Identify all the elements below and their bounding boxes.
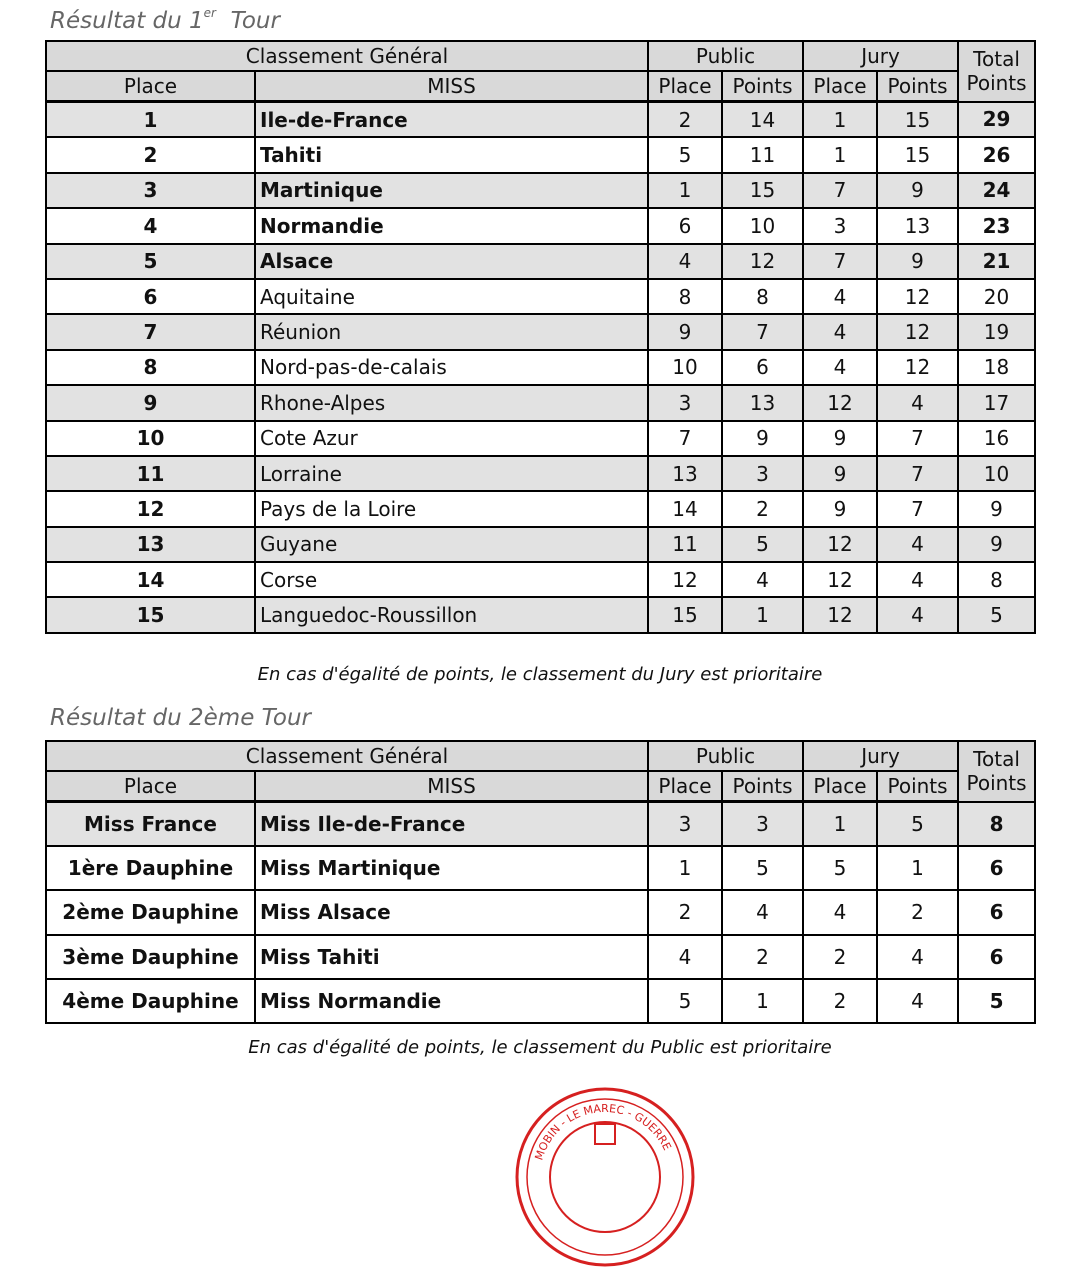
- header-public: Public: [648, 741, 803, 771]
- miss-name-cell: Rhone-Alpes: [255, 385, 648, 420]
- table-row: [46, 527, 1035, 562]
- place-cell: 1: [46, 102, 255, 138]
- miss-name-cell: Languedoc-Roussillon: [255, 597, 648, 632]
- public-place-cell: 3: [648, 385, 722, 420]
- public-place-cell: 7: [648, 421, 722, 456]
- miss-name-cell: Miss Martinique: [255, 846, 648, 890]
- header-place: Place: [46, 771, 255, 802]
- place-cell: Miss France: [46, 802, 255, 847]
- public-points-cell: 2: [722, 491, 803, 526]
- public-points-cell: 4: [722, 562, 803, 597]
- place-cell: 6: [46, 279, 255, 314]
- header-public-points: Points: [722, 771, 803, 802]
- public-points-cell: 4: [722, 890, 803, 934]
- total-points-cell: 9: [958, 491, 1035, 526]
- jury-place-cell: 1: [803, 102, 877, 138]
- public-place-cell: 4: [648, 244, 722, 279]
- place-cell: 10: [46, 421, 255, 456]
- public-points-cell: 1: [722, 979, 803, 1023]
- jury-points-cell: 15: [877, 102, 958, 138]
- jury-points-cell: 9: [877, 173, 958, 208]
- jury-points-cell: 4: [877, 935, 958, 979]
- jury-points-cell: 4: [877, 979, 958, 1023]
- table-row: [46, 979, 1035, 1023]
- public-points-cell: 13: [722, 385, 803, 420]
- place-cell: 13: [46, 527, 255, 562]
- jury-points-cell: 12: [877, 314, 958, 349]
- public-points-cell: 9: [722, 421, 803, 456]
- round1-title: Résultat du 1er Tour: [50, 6, 280, 34]
- jury-place-cell: 12: [803, 385, 877, 420]
- header-total-points: Total Points: [958, 41, 1035, 102]
- miss-name-cell: Pays de la Loire: [255, 491, 648, 526]
- public-place-cell: 13: [648, 456, 722, 491]
- place-cell: 1ère Dauphine: [46, 846, 255, 890]
- total-points-cell: 6: [958, 846, 1035, 890]
- total-points-cell: 26: [958, 137, 1035, 172]
- table-row: [46, 802, 1035, 847]
- jury-place-cell: 1: [803, 137, 877, 172]
- place-cell: 2: [46, 137, 255, 172]
- public-place-cell: 8: [648, 279, 722, 314]
- total-points-cell: 6: [958, 890, 1035, 934]
- table-row: [46, 137, 1035, 172]
- public-points-cell: 5: [722, 527, 803, 562]
- public-place-cell: 5: [648, 137, 722, 172]
- total-points-cell: 5: [958, 597, 1035, 632]
- public-place-cell: 12: [648, 562, 722, 597]
- jury-place-cell: 7: [803, 173, 877, 208]
- jury-points-cell: 12: [877, 279, 958, 314]
- public-place-cell: 2: [648, 890, 722, 934]
- miss-name-cell: Corse: [255, 562, 648, 597]
- round1-table-body: [46, 102, 1035, 633]
- place-cell: 7: [46, 314, 255, 349]
- total-points-cell: 9: [958, 527, 1035, 562]
- miss-name-cell: Réunion: [255, 314, 648, 349]
- miss-name-cell: Lorraine: [255, 456, 648, 491]
- jury-points-cell: 13: [877, 208, 958, 243]
- total-points-cell: 6: [958, 935, 1035, 979]
- header-public-points: Points: [722, 71, 803, 102]
- miss-name-cell: Tahiti: [255, 137, 648, 172]
- jury-place-cell: 4: [803, 279, 877, 314]
- jury-place-cell: 1: [803, 802, 877, 847]
- jury-points-cell: 9: [877, 244, 958, 279]
- public-place-cell: 2: [648, 102, 722, 138]
- header-miss: MISS: [255, 771, 648, 802]
- jury-points-cell: 4: [877, 597, 958, 632]
- public-points-cell: 3: [722, 456, 803, 491]
- table-row: [46, 562, 1035, 597]
- round1-results-table: [45, 40, 1036, 634]
- place-cell: 3: [46, 173, 255, 208]
- header-place: Place: [46, 71, 255, 102]
- jury-points-cell: 7: [877, 491, 958, 526]
- jury-points-cell: 4: [877, 527, 958, 562]
- total-points-cell: 18: [958, 350, 1035, 385]
- table-row: [46, 173, 1035, 208]
- miss-name-cell: Ile-de-France: [255, 102, 648, 138]
- jury-points-cell: 12: [877, 350, 958, 385]
- total-points-cell: 21: [958, 244, 1035, 279]
- table-row: [46, 102, 1035, 138]
- jury-place-cell: 4: [803, 314, 877, 349]
- public-points-cell: 6: [722, 350, 803, 385]
- miss-name-cell: Miss Ile-de-France: [255, 802, 648, 847]
- public-place-cell: 6: [648, 208, 722, 243]
- jury-place-cell: 5: [803, 846, 877, 890]
- place-cell: 3ème Dauphine: [46, 935, 255, 979]
- table-row: [46, 208, 1035, 243]
- public-points-cell: 14: [722, 102, 803, 138]
- header-total-points: Total Points: [958, 741, 1035, 802]
- table-row: [46, 244, 1035, 279]
- total-points-cell: 23: [958, 208, 1035, 243]
- total-points-cell: 5: [958, 979, 1035, 1023]
- total-points-cell: 20: [958, 279, 1035, 314]
- jury-place-cell: 9: [803, 421, 877, 456]
- public-place-cell: 3: [648, 802, 722, 847]
- total-points-cell: 16: [958, 421, 1035, 456]
- header-jury-points: Points: [877, 71, 958, 102]
- table-row: [46, 350, 1035, 385]
- total-points-cell: 8: [958, 802, 1035, 847]
- total-points-cell: 10: [958, 456, 1035, 491]
- header-jury-points: Points: [877, 771, 958, 802]
- public-points-cell: 11: [722, 137, 803, 172]
- place-cell: 14: [46, 562, 255, 597]
- table-row: [46, 279, 1035, 314]
- header-jury: Jury: [803, 41, 958, 71]
- header-jury-place: Place: [803, 71, 877, 102]
- table-row: [46, 314, 1035, 349]
- jury-place-cell: 9: [803, 491, 877, 526]
- header-general-ranking: Classement Général: [46, 41, 648, 71]
- table-row: [46, 597, 1035, 632]
- public-place-cell: 4: [648, 935, 722, 979]
- header-miss: MISS: [255, 71, 648, 102]
- public-place-cell: 9: [648, 314, 722, 349]
- miss-name-cell: Miss Alsace: [255, 890, 648, 934]
- header-jury: Jury: [803, 741, 958, 771]
- miss-name-cell: Normandie: [255, 208, 648, 243]
- header-public-place: Place: [648, 71, 722, 102]
- miss-name-cell: Guyane: [255, 527, 648, 562]
- place-cell: 4: [46, 208, 255, 243]
- public-place-cell: 11: [648, 527, 722, 562]
- public-place-cell: 5: [648, 979, 722, 1023]
- place-cell: 2ème Dauphine: [46, 890, 255, 934]
- round2-title: Résultat du 2ème Tour: [50, 705, 311, 731]
- public-points-cell: 7: [722, 314, 803, 349]
- place-cell: 5: [46, 244, 255, 279]
- jury-place-cell: 3: [803, 208, 877, 243]
- public-points-cell: 8: [722, 279, 803, 314]
- miss-name-cell: Cote Azur: [255, 421, 648, 456]
- miss-name-cell: Alsace: [255, 244, 648, 279]
- public-points-cell: 10: [722, 208, 803, 243]
- public-points-cell: 12: [722, 244, 803, 279]
- total-points-cell: 24: [958, 173, 1035, 208]
- jury-points-cell: 15: [877, 137, 958, 172]
- public-points-cell: 3: [722, 802, 803, 847]
- total-points-cell: 8: [958, 562, 1035, 597]
- round2-results-table: [45, 740, 1036, 1024]
- round1-note: En cas d'égalité de points, le classement du Jury est prioritaire: [257, 664, 823, 685]
- header-public-place: Place: [648, 771, 722, 802]
- place-cell: 11: [46, 456, 255, 491]
- public-points-cell: 15: [722, 173, 803, 208]
- public-place-cell: 14: [648, 491, 722, 526]
- place-cell: 9: [46, 385, 255, 420]
- public-place-cell: 1: [648, 173, 722, 208]
- jury-place-cell: 2: [803, 935, 877, 979]
- jury-points-cell: 4: [877, 562, 958, 597]
- public-place-cell: 1: [648, 846, 722, 890]
- official-seal-icon: [510, 1082, 700, 1272]
- jury-place-cell: 9: [803, 456, 877, 491]
- jury-place-cell: 4: [803, 350, 877, 385]
- place-cell: 4ème Dauphine: [46, 979, 255, 1023]
- miss-name-cell: Aquitaine: [255, 279, 648, 314]
- jury-points-cell: 2: [877, 890, 958, 934]
- seal-text: MOBIN - LE MAREC - GUERRE: [532, 1101, 674, 1162]
- place-cell: 15: [46, 597, 255, 632]
- jury-points-cell: 7: [877, 421, 958, 456]
- header-jury-place: Place: [803, 771, 877, 802]
- header-general-ranking: Classement Général: [46, 741, 648, 771]
- table-row: [46, 846, 1035, 890]
- jury-points-cell: 5: [877, 802, 958, 847]
- miss-name-cell: Martinique: [255, 173, 648, 208]
- table-row: [46, 456, 1035, 491]
- table-row: [46, 421, 1035, 456]
- jury-points-cell: 7: [877, 456, 958, 491]
- table-row: [46, 935, 1035, 979]
- header-public: Public: [648, 41, 803, 71]
- miss-name-cell: Nord-pas-de-calais: [255, 350, 648, 385]
- jury-place-cell: 12: [803, 597, 877, 632]
- jury-place-cell: 12: [803, 562, 877, 597]
- public-points-cell: 5: [722, 846, 803, 890]
- jury-points-cell: 1: [877, 846, 958, 890]
- public-points-cell: 1: [722, 597, 803, 632]
- total-points-cell: 17: [958, 385, 1035, 420]
- total-points-cell: 29: [958, 102, 1035, 138]
- jury-place-cell: 12: [803, 527, 877, 562]
- place-cell: 12: [46, 491, 255, 526]
- miss-name-cell: Miss Normandie: [255, 979, 648, 1023]
- public-place-cell: 15: [648, 597, 722, 632]
- total-points-cell: 19: [958, 314, 1035, 349]
- miss-name-cell: Miss Tahiti: [255, 935, 648, 979]
- jury-place-cell: 7: [803, 244, 877, 279]
- public-place-cell: 10: [648, 350, 722, 385]
- round2-note: En cas d'égalité de points, le classement du Public est prioritaire: [248, 1037, 832, 1058]
- round2-table-body: [46, 802, 1035, 1023]
- table-row: [46, 890, 1035, 934]
- table-row: [46, 385, 1035, 420]
- place-cell: 8: [46, 350, 255, 385]
- jury-place-cell: 4: [803, 890, 877, 934]
- public-points-cell: 2: [722, 935, 803, 979]
- table-row: [46, 491, 1035, 526]
- jury-place-cell: 2: [803, 979, 877, 1023]
- jury-points-cell: 4: [877, 385, 958, 420]
